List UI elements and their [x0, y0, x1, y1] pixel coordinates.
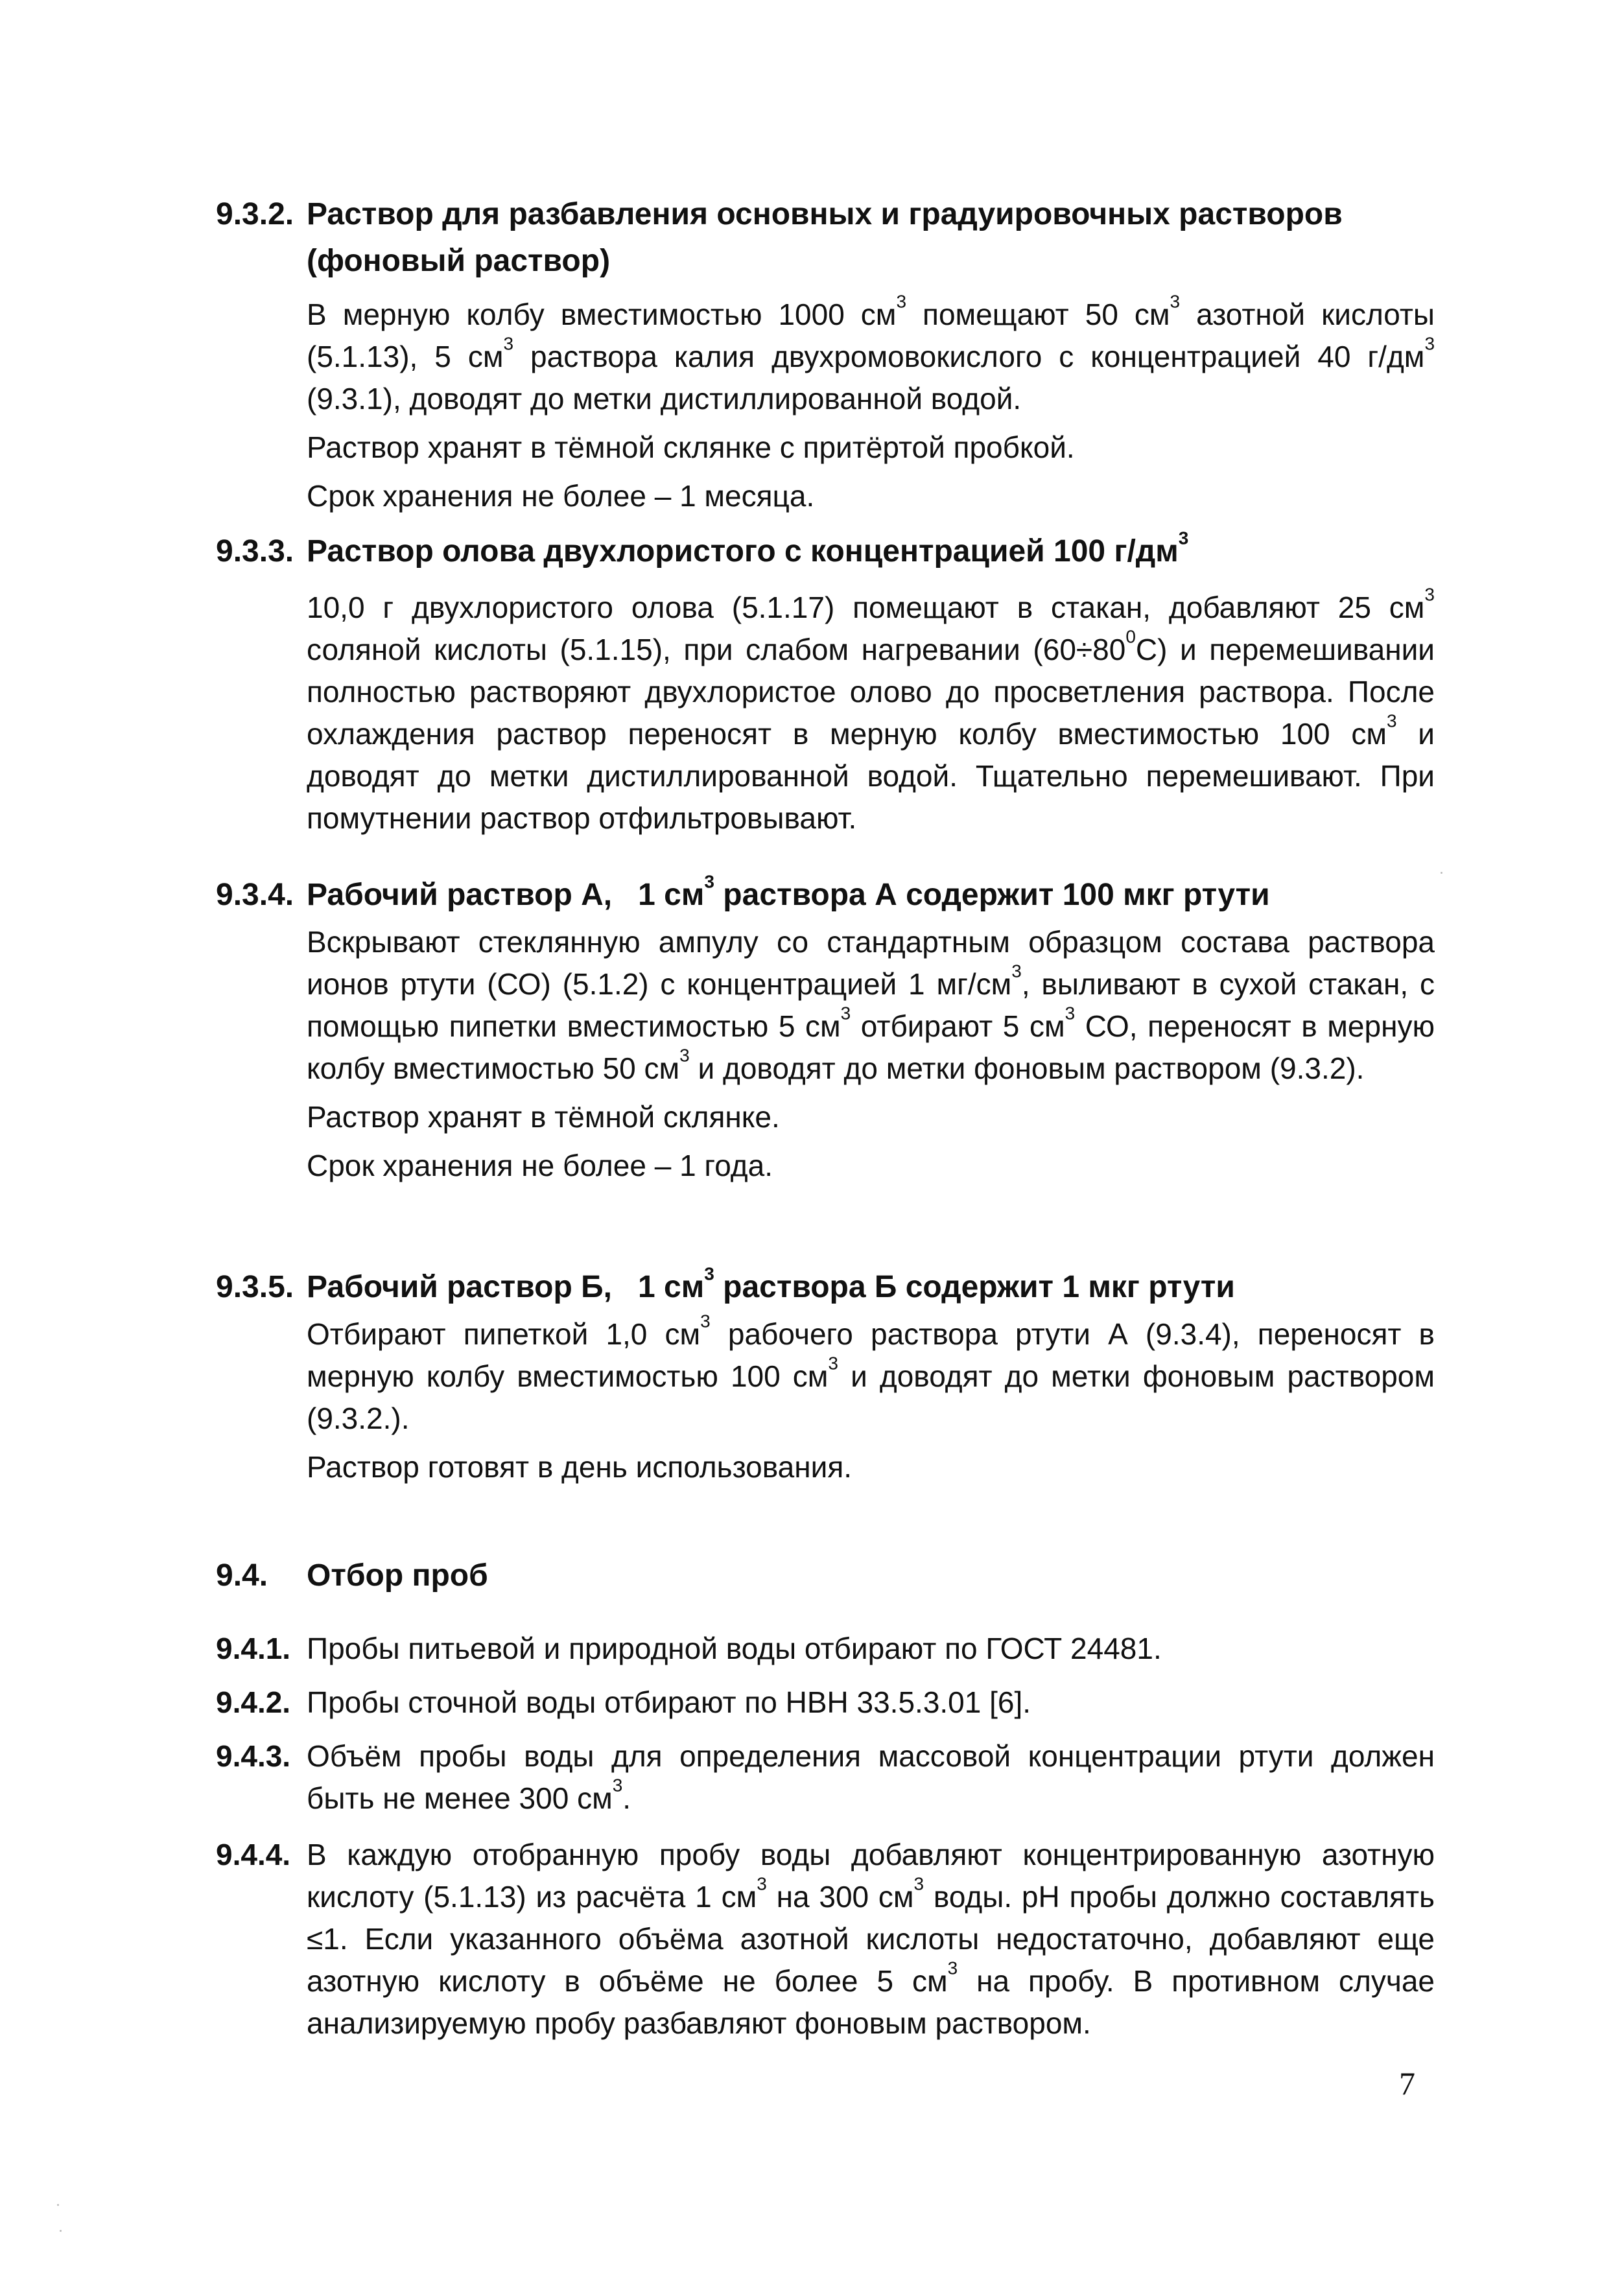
paragraph: 10,0 г двухлористого олова (5.1.17) помещают в стакан, добавляют 25 $см^3$ соляной кислоты (5.1.15), при слабом нагревании $(60\div 80^0С)$ и перемешивании полностью растворяют двухлористое олово до просветления раствора. После охлаждения раствор переносят в мерную колбу вместимостью 100 $см^3$ и доводят до метки дистиллированной водой. Тщательно перемешивают. При помутнении раствор отфильтровывают.	[307, 584, 1435, 835]
section-number: 9.3.5.	[216, 1270, 294, 1304]
list-item: 9.4.4. В каждую отобранную пробу воды добавляют концентрированную азотную кислоту (5.1.13) из расчёта 1 $см^3$ на 300 $см^3$ воды. рН пробы должно составлять ≤1. Если указанного объёма азотной кислоты недостаточно, добавляют еще азотную кислоту в объёме не более 5 $см^3$ на пробу. В противном случае анализируемую пробу разбавляют фоновым раствором.	[216, 1838, 1435, 2040]
page-number: 7	[1399, 2065, 1415, 2102]
section-9-3-2	[216, 191, 1435, 524]
paragraph: Срок хранения не более – 1 года.	[307, 1149, 773, 1182]
paragraph: Срок хранения не более – 1 месяца.	[307, 479, 815, 513]
section-title: Рабочий раствор А, 1 $см^3$ раствора А содержит 100 мкг ртути	[307, 871, 1270, 912]
section-heading	[216, 191, 1435, 285]
paragraph: Вскрывают стеклянную ампулу со стандартным образцом состава раствора ионов ртути (СО) (5.1.2) с концентрацией 1 $мг/см^3$, выливают в сухой стакан, с помощью пипетки вместимостью 5 $см^3$ отбирают 5 $см^3$ СО, переносят в мерную колбу вместимостью 50 $см^3$ и доводят до метки фоновым раствором (9.3.2).	[307, 925, 1435, 1085]
section-heading	[216, 872, 1435, 919]
section-9-4	[216, 1553, 1435, 2045]
section-body	[307, 921, 1435, 1187]
section-9-3-4	[216, 872, 1435, 1193]
section-heading	[216, 1264, 1435, 1311]
paragraph: Отбирают пипеткой 1,0 $см^3$ рабочего раствора ртути А (9.3.4), переносят в мерную колбу вместимостью 100 $см^3$ и доводят до метки фоновым раствором (9.3.2.).	[307, 1311, 1435, 1435]
paragraph: Раствор хранят в тёмной склянке.	[307, 1100, 780, 1134]
scan-artifact	[1441, 872, 1442, 874]
paragraph: В мерную колбу вместимостью 1000 $см^3$ помещают 50 $см^3$ азотной кислоты (5.1.13), 5 $см^3$ раствора калия двухромовокислого с концентрацией 40 $г/дм^3$ (9.3.1), доводят до метки дистиллированной водой.	[307, 291, 1435, 416]
section-heading	[216, 1553, 1435, 1599]
section-9-3-5	[216, 1264, 1435, 1495]
section-title: Раствор для разбавления основных и градуировочных растворов (фоновый раствор)	[307, 197, 1343, 278]
sampling-items	[216, 1628, 1435, 2045]
section-title: Отбор проб	[307, 1558, 488, 1593]
list-item: 9.4.1. Пробы питьевой и природной воды отбирают по ГОСТ 24481.	[216, 1632, 1162, 1665]
section-number: 9.4.	[216, 1558, 268, 1593]
paragraph: Раствор хранят в тёмной склянке с притёртой пробкой.	[307, 430, 1075, 464]
paragraph: Раствор готовят в день использования.	[307, 1450, 853, 1484]
section-heading	[216, 528, 1435, 575]
list-item: 9.4.2. Пробы сточной воды отбирают по НВН 33.5.3.01 [6].	[216, 1685, 1031, 1719]
section-number: 9.3.3.	[216, 534, 294, 568]
list-item: 9.4.3. Объём пробы воды для определения массовой концентрации ртути должен быть не менее 300 $см^3$.	[216, 1739, 1435, 1815]
section-body	[307, 584, 1435, 839]
section-title: Раствор олова двухлористого с концентрацией 100 $г/дм^3$	[307, 528, 1189, 568]
section-number: 9.3.2.	[216, 197, 294, 231]
scan-artifact	[57, 2204, 59, 2206]
section-number: 9.3.4.	[216, 878, 294, 912]
section-9-3-3	[216, 528, 1435, 846]
section-title: Рабочий раствор Б, 1 $см^3$ раствора Б содержит 1 мкг ртути	[307, 1263, 1235, 1304]
section-body	[307, 291, 1435, 517]
section-body	[307, 1313, 1435, 1488]
scan-artifact	[60, 2230, 62, 2232]
